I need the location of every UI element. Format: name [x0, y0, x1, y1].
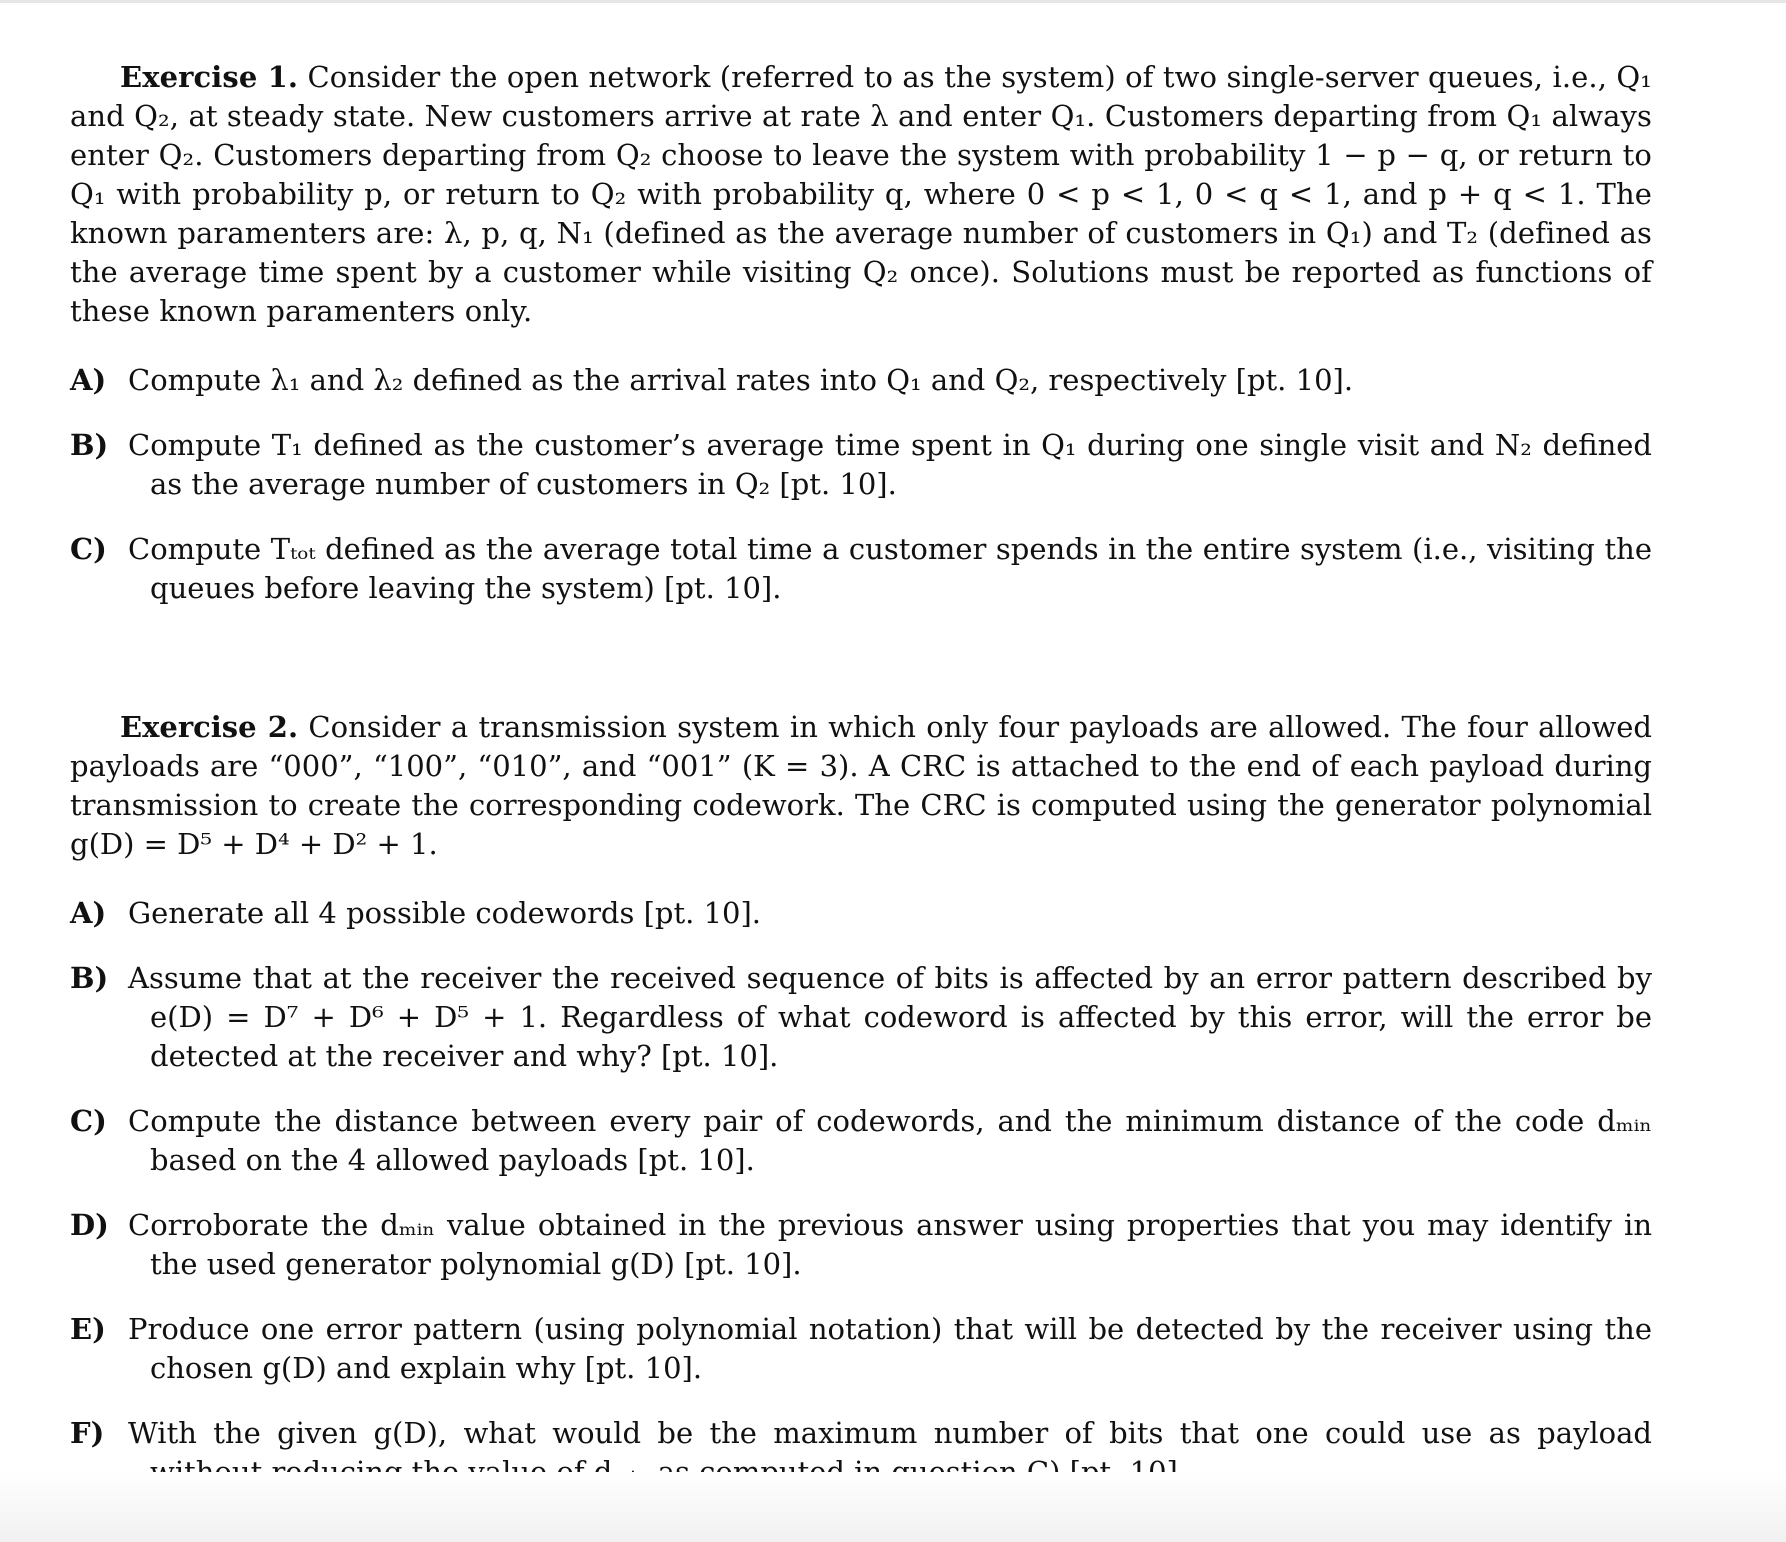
question-text: Generate all 4 possible codewords [pt. 10]. [128, 896, 762, 930]
question-text: Assume that at the receiver the received sequence of bits is affected by an error pattern described by e(D) = D⁷ + D⁶ + D⁵ + 1. Regardless of what codeword is affected by this error, will the error be detected at the receiver and why? [pt. 10]. [128, 961, 1652, 1073]
exercise-2-question-b [70, 959, 1652, 1076]
question-text: Corroborate the dₘᵢₙ value obtained in the previous answer using properties that you may identify in the used generator polynomial g(D) [pt. 10]. [128, 1208, 1652, 1281]
question-label: D) [70, 1208, 109, 1242]
exercise-1-question-a [70, 361, 1652, 400]
question-label: C) [70, 532, 107, 566]
question-text: Compute the distance between every pair of codewords, and the minimum distance of the code dₘᵢₙ based on the 4 allowed payloads [pt. 10]. [128, 1104, 1652, 1177]
exercise-1-intro [70, 58, 1652, 331]
question-label: B) [70, 428, 109, 462]
question-label: F) [70, 1416, 105, 1450]
exercise-2-text: Consider a transmission system in which only four payloads are allowed. The four allowed payloads are “000”, “100”, “010”, and “001” (K = 3). A CRC is attached to the end of each payload during transmission to create the corresponding codework. The CRC is computed using the generator polynomial g(D) = D⁵ + D⁴ + D² + 1. [70, 710, 1652, 861]
exercise-2-question-c [70, 1102, 1652, 1180]
exercise-1-question-c [70, 530, 1652, 608]
exercise-2-intro [70, 708, 1652, 864]
question-label: A) [70, 896, 107, 930]
document-page [70, 58, 1652, 1492]
exercise-1-questions [70, 361, 1652, 608]
question-text: Compute T₁ defined as the customer’s average time spent in Q₁ during one single visit and N₂ defined as the average number of customers in Q₂ [pt. 10]. [128, 428, 1652, 501]
exercise-1 [70, 58, 1652, 608]
question-label: C) [70, 1104, 107, 1138]
exercise-2-label: Exercise 2. [120, 710, 299, 744]
exercise-1-text: Consider the open network (referred to as the system) of two single-server queues, i.e., Q₁ and Q₂, at steady state. New customers arrive at rate λ and enter Q₁. Customers departing from Q₁ always enter Q₂. Customers departing from Q₂ choose to leave the system with probability 1 − p − q, or return to Q₁ with probability p, or return to Q₂ with probability q, where 0 < p < 1, 0 < q < 1, and p + q < 1. The known paramenters are: λ, p, q, N₁ (defined as the average number of customers in Q₁) and T₂ (defined as the average time spent by a customer while visiting Q₂ once). Solutions must be reported as functions of these known paramenters only. [70, 60, 1653, 328]
question-text: Produce one error pattern (using polynomial notation) that will be detected by the receiver using the chosen g(D) and explain why [pt. 10]. [128, 1312, 1652, 1385]
exercise-2-question-e [70, 1310, 1652, 1388]
question-text: With the given g(D), what would be the maximum number of bits that one could use as payload [128, 1416, 1652, 1450]
exercise-2-questions [70, 894, 1652, 1492]
exercise-1-question-b [70, 426, 1652, 504]
question-label: E) [70, 1312, 106, 1346]
question-text: Compute Tₜₒₜ defined as the average total time a customer spends in the entire system (i.e., visiting the queues before leaving the system) [pt. 10]. [128, 532, 1652, 605]
exercise-2 [70, 708, 1652, 1492]
question-label: A) [70, 363, 107, 397]
question-text: Compute λ₁ and λ₂ defined as the arrival rates into Q₁ and Q₂, respectively [pt. 10]. [128, 363, 1354, 397]
top-border [0, 0, 1786, 3]
exercise-2-question-a [70, 894, 1652, 933]
bottom-shade [0, 1472, 1786, 1542]
question-label: B) [70, 961, 109, 995]
exercise-1-label: Exercise 1. [120, 60, 299, 94]
exercise-2-question-d [70, 1206, 1652, 1284]
